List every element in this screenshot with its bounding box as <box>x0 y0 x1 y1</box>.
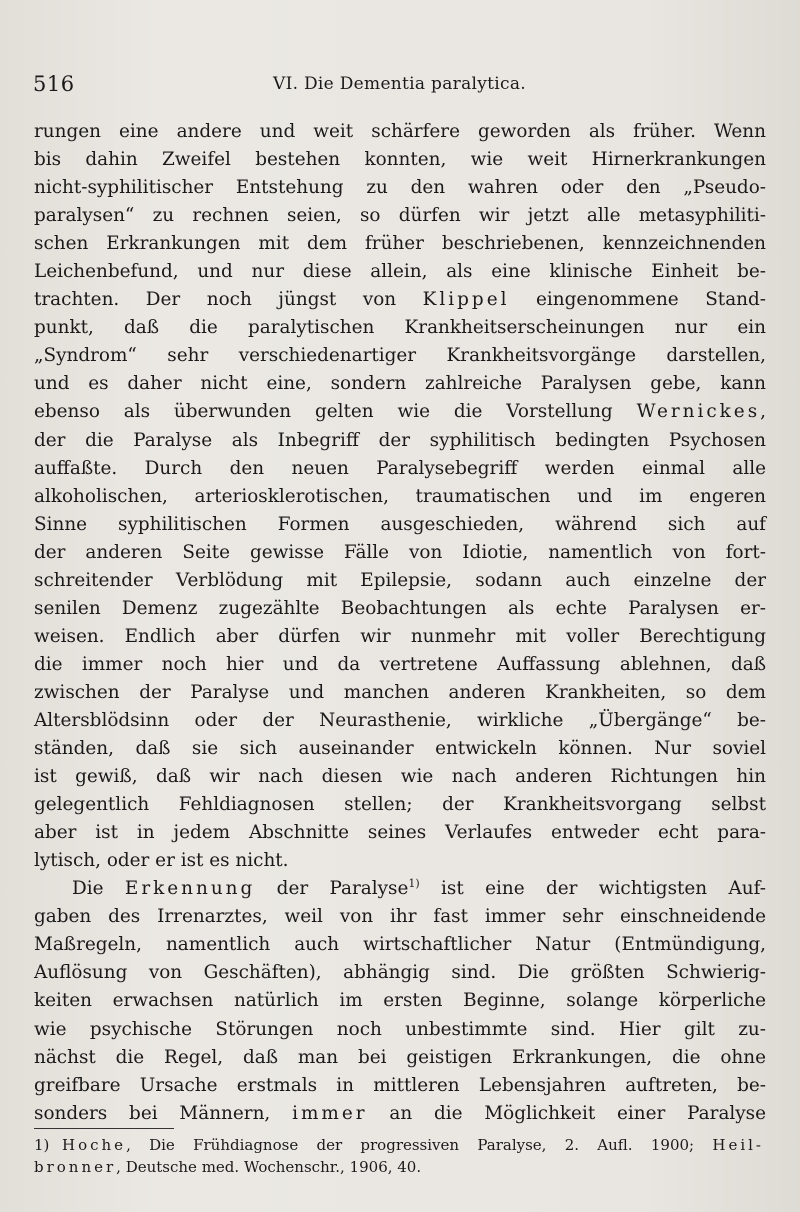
text-line: paralysen“ zu rechnen seien, so dürfen wir jetzt alle metasyphiliti- <box>34 205 766 227</box>
text-line: gaben des Irrenarztes, weil von ihr fast immer sehr einschneidende <box>34 906 766 928</box>
text-line: nicht-syphilitischer Entstehung zu den wahren oder den „Pseudo- <box>34 177 766 199</box>
text-line: Altersblödsinn oder der Neurasthenie, wirkliche „Übergänge“ be- <box>34 709 766 731</box>
spaced-name-klippel: Klippel <box>422 289 510 311</box>
footnote-author: Heil- <box>712 1136 764 1154</box>
footnote-line <box>34 1134 764 1156</box>
footnote-number: 1) <box>34 1136 50 1154</box>
spaced-word-erkennung: Erkennung <box>124 878 256 900</box>
text-line <box>34 875 766 903</box>
text-line: punkt, daß die paralytischen Krankheitserscheinungen nur ein <box>34 317 766 339</box>
text-line: nächst die Regel, daß man bei geistigen Erkrankungen, die ohne <box>34 1046 766 1068</box>
text-segment: der Paralyse <box>255 878 409 900</box>
text-segment: Die <box>72 878 125 900</box>
text-line: schreitender Verblödung mit Epilepsie, sodann auch einzelne der <box>34 569 766 591</box>
footnote-line <box>34 1156 764 1178</box>
footnote-text: , Die Frühdiagnose der progressiven Paralyse, 2. Aufl. 1900; <box>126 1136 713 1154</box>
text-line: bis dahin Zweifel bestehen konnten, wie weit Hirnerkrankungen <box>34 149 766 171</box>
text-line: auffaßte. Durch den neuen Paralysebegriff werden einmal alle <box>34 457 766 479</box>
text-line: aber ist in jedem Abschnitte seines Verlaufes entweder echt para- <box>34 822 766 844</box>
spaced-name-wernickes: Wernickes <box>636 401 761 423</box>
text-line: „Syndrom“ sehr verschiedenartiger Krankheitsvorgänge darstellen, <box>34 345 766 367</box>
text-line: ist gewiß, daß wir nach diesen wie nach anderen Richtungen hin <box>34 766 766 788</box>
text-line: Leichenbefund, und nur diese allein, als eine klinische Einheit be- <box>34 261 766 283</box>
text-line: die immer noch hier und da vertretene Auffassung ablehnen, daß <box>34 653 766 675</box>
text-line: keiten erwachsen natürlich im ersten Beginne, solange körperliche <box>34 990 766 1012</box>
footnotes <box>34 1134 764 1178</box>
text-line: und es daher nicht eine, sondern zahlreiche Paralysen gebe, kann <box>34 373 766 395</box>
text-segment: ist eine der wichtigsten Auf- <box>419 878 766 900</box>
text-line <box>34 1100 766 1128</box>
footnote-rule <box>34 1128 174 1129</box>
text-segment: eingenommene Stand- <box>509 289 766 311</box>
text-segment: , <box>760 401 766 423</box>
text-line: gelegentlich Fehldiagnosen stellen; der Krankheitsvorgang selbst <box>34 794 766 816</box>
footnote-author: bronner <box>34 1158 117 1176</box>
text-line: ständen, daß sie sich auseinander entwickeln können. Nur soviel <box>34 738 766 760</box>
footnote-author: Hoche <box>62 1136 127 1154</box>
text-segment: ebenso als überwunden gelten wie die Vorstellung <box>34 401 637 423</box>
text-line: wie psychische Störungen noch unbestimmte sind. Hier gilt zu- <box>34 1018 766 1040</box>
text-line: zwischen der Paralyse und manchen anderen Krankheiten, so dem <box>34 681 766 703</box>
footnote-text: , Deutsche med. Wochenschr., 1906, 40. <box>116 1158 422 1176</box>
text-line: senilen Demenz zugezählte Beobachtungen als echte Paralysen er- <box>34 597 766 619</box>
text-line <box>34 398 766 426</box>
footnote-marker: 1) <box>408 877 420 891</box>
spaced-word-immer: immer <box>292 1102 368 1124</box>
running-head: VI. Die Dementia paralytica. <box>273 74 527 94</box>
page-header <box>33 72 768 102</box>
text-segment: trachten. Der noch jüngst von <box>34 289 423 311</box>
text-line: weisen. Endlich aber dürfen wir nunmehr mit voller Berechtigung <box>34 625 766 647</box>
text-line: Maßregeln, namentlich auch wirtschaftlicher Natur (Entmündigung, <box>34 934 766 956</box>
text-line: Sinne syphilitischen Formen ausgeschieden, während sich auf <box>34 513 766 535</box>
text-line: der anderen Seite gewisse Fälle von Idiotie, namentlich von fort- <box>34 541 766 563</box>
text-line <box>34 286 766 314</box>
text-line: rungen eine andere und weit schärfere geworden als früher. Wenn <box>34 121 766 142</box>
text-line: greifbare Ursache erstmals in mittleren Lebensjahren auftreten, be- <box>34 1074 766 1096</box>
text-line: alkoholischen, arteriosklerotischen, traumatischen und im engeren <box>34 485 766 507</box>
text-line: Auflösung von Geschäften), abhängig sind. Die größten Schwierig- <box>34 962 766 984</box>
text-line: schen Erkrankungen mit dem früher beschriebenen, kennzeichnenden <box>34 233 766 255</box>
page-number: 516 <box>33 72 75 96</box>
text-segment: sonders bei Männern, <box>34 1102 293 1124</box>
body-text <box>34 118 766 1128</box>
text-segment: an die Möglichkeit einer Paralyse <box>367 1102 766 1124</box>
text-line: der die Paralyse als Inbegriff der syphilitisch bedingten Psychosen <box>34 429 766 451</box>
text-line: lytisch, oder er ist es nicht. <box>34 850 289 872</box>
